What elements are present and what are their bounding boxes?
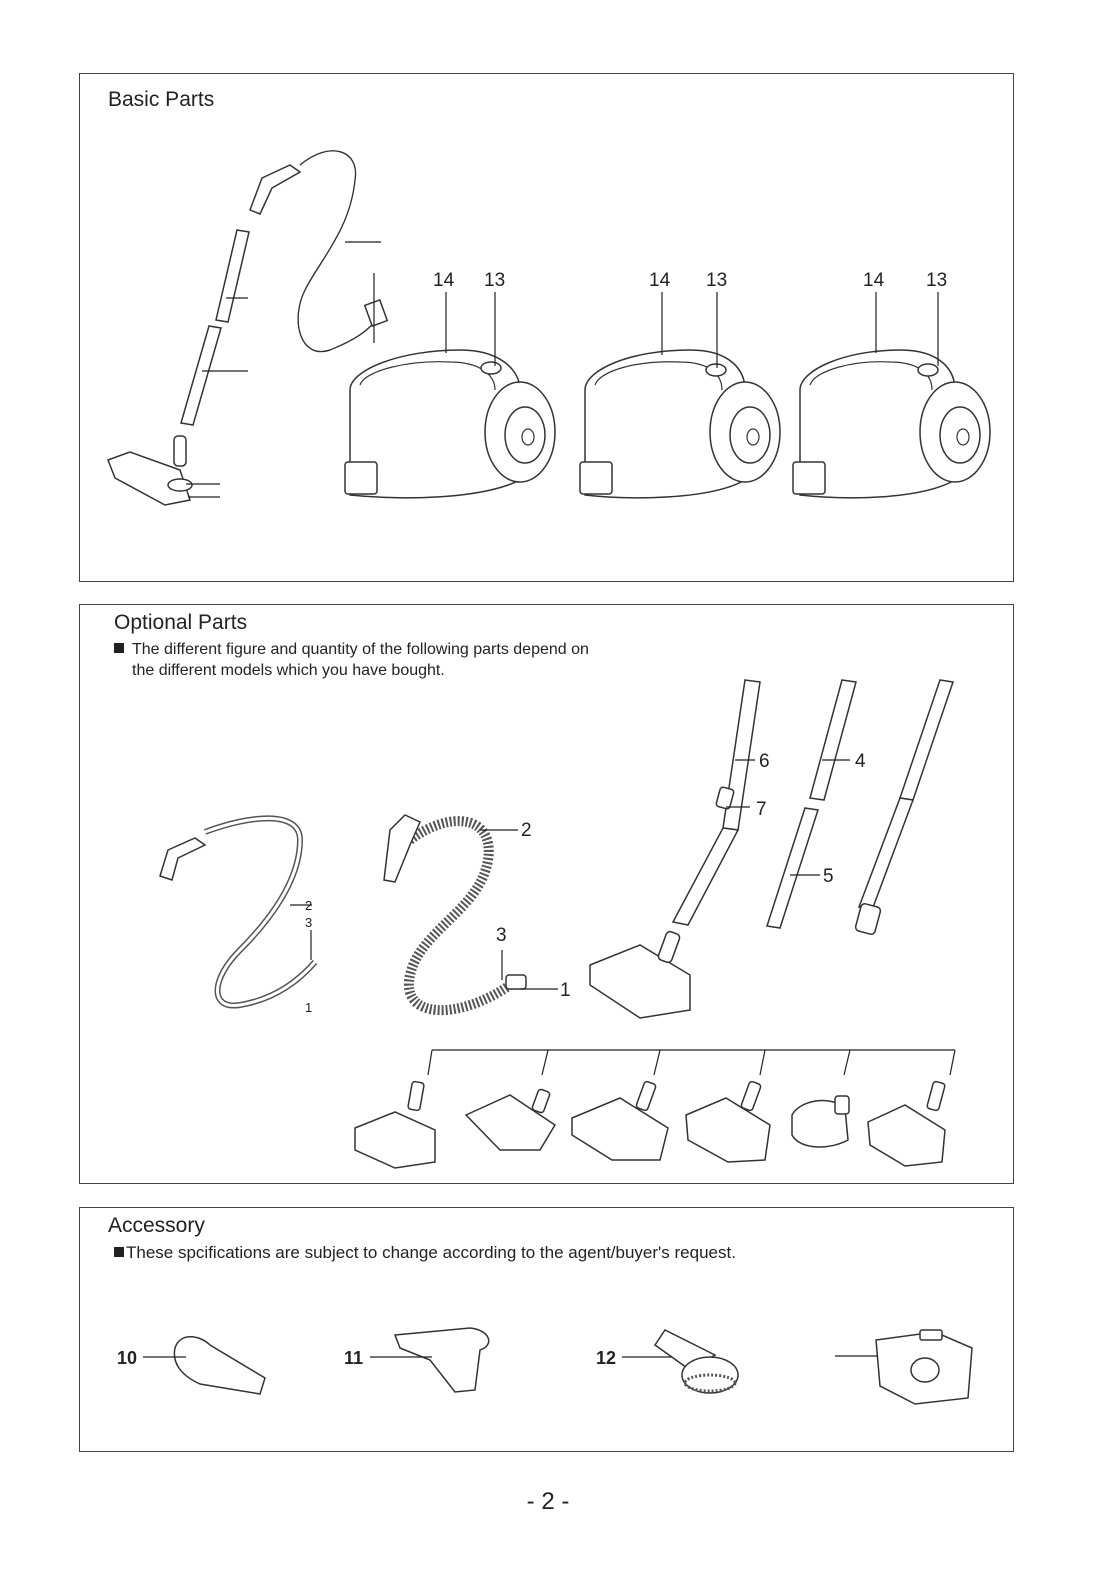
callout-13-3: 13 — [926, 270, 948, 291]
crevice-tool-drawing — [174, 1337, 265, 1394]
large-hose-label-3: 3 — [496, 925, 507, 946]
optional-note-line1: The different figure and quantity of the following parts depend on — [132, 641, 589, 658]
optional-parts-title: Optional Parts — [114, 611, 248, 634]
callout-13-1: 13 — [484, 270, 506, 291]
accessory-label-12: 12 — [596, 1348, 617, 1368]
page-number: - 2 - — [526, 1488, 570, 1515]
basic-parts-title: Basic Parts — [108, 88, 215, 111]
tube-label-6: 6 — [759, 751, 770, 772]
small-hose-label-2: 2 — [305, 898, 313, 913]
tube-label-5: 5 — [823, 866, 834, 887]
large-hose-label-1: 1 — [560, 980, 571, 1001]
small-hose-label-1: 1 — [305, 1000, 313, 1015]
callout-14-2: 14 — [649, 270, 671, 291]
large-hose-label-2: 2 — [521, 820, 532, 841]
tube-label-4: 4 — [855, 751, 866, 772]
accessory-title: Accessory — [108, 1214, 205, 1237]
accessory-label-11: 11 — [344, 1348, 364, 1368]
callout-14-1: 14 — [433, 270, 455, 291]
upholstery-tool-drawing — [395, 1328, 489, 1392]
small-hose-label-3: 3 — [305, 915, 313, 930]
callout-13-2: 13 — [706, 270, 728, 291]
tube-label-7: 7 — [756, 799, 767, 820]
optional-note-line2: the different models which you have bought. — [132, 662, 445, 679]
floor-nozzle-accessory-drawing — [876, 1330, 972, 1404]
accessory-note-text: These spcifications are subject to change according to the agent/buyer's request. — [126, 1243, 736, 1262]
accessory-label-10: 10 — [117, 1348, 138, 1368]
dusting-brush-drawing — [655, 1330, 738, 1393]
callout-14-3: 14 — [863, 270, 885, 291]
